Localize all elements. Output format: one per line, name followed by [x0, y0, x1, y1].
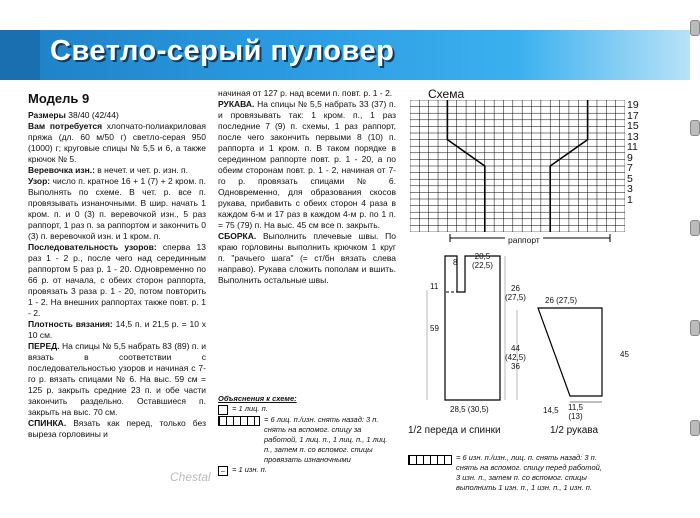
materials-text: хлопчато-полиакриловая пряжа (дл. 60 м/50 г) светло-серая 950 (1000) г; круговые спицы № 5,5 и 6, а также крючок № 5. — [28, 121, 206, 164]
materials-label: Вам потребуется — [28, 121, 103, 131]
left-column — [28, 93, 206, 440]
back-text: Вязать как перед, только без выреза горловины и — [28, 418, 206, 439]
dim-height: 59 — [430, 324, 439, 333]
legend-title: Объяснения к схеме: — [218, 394, 297, 403]
row-number: 9 — [627, 151, 633, 164]
pattern-text: число п. кратное 16 + 1 (7) + 2 кром. п. Выполнять по схеме. В чет. р. все п. провязывать изнаночными. В шир. начать 1 кром. п. и 0 (3) п. веревочкой изн., 5 раз раппорт, 1 раз п. за раппортом и закончить 0 (3) п. веревочкой изн. и 1 кром. п. — [28, 176, 206, 241]
cable-purl-symbol-icon — [408, 455, 452, 465]
row-number: 19 — [627, 99, 639, 111]
pattern-label: Узор: — [28, 176, 51, 186]
row-number: 3 — [627, 183, 633, 195]
binder-rings — [688, 0, 700, 518]
watermark: Chestal — [170, 470, 211, 484]
legend-item: = 6 лиц. п./изн. снять назад: 3 п. снять на вспомог. спицу за работой, 1 лиц. п., 1 лиц. п., 1 лиц. п., затем п. со вспомог. спицы провязать изнаночными — [264, 415, 388, 464]
caption-sleeve: 1/2 рукава — [550, 425, 599, 436]
purl-symbol-icon: – — [218, 466, 228, 476]
front-label: ПЕРЕД. — [28, 341, 60, 351]
sizes-label: Размеры — [28, 110, 66, 120]
dim-top-left: 11 — [430, 282, 439, 291]
cable-symbol-icon — [218, 416, 260, 426]
sequence-label: Последовательность узоров: — [28, 242, 157, 252]
row-number: 15 — [627, 120, 639, 132]
cord-label: Веревочка изн.: — [28, 165, 95, 175]
row-number: 11 — [627, 141, 638, 153]
rapport-label: раппорт — [505, 235, 543, 245]
dim-shoulder: 20,5 (22,5) — [472, 252, 493, 270]
legend-item: = 1 изн. п. — [232, 465, 267, 474]
assembly-label: СБОРКА. — [218, 231, 257, 241]
row-number: 5 — [627, 172, 633, 185]
cable-legend — [408, 453, 608, 493]
caption-front: 1/2 переда и спинки — [408, 425, 501, 436]
model-number: Модель 9 — [28, 91, 90, 106]
page-title: Светло-серый пуловер — [50, 35, 395, 67]
middle-column — [218, 88, 396, 286]
row-numbers — [627, 100, 639, 205]
knit-symbol-icon — [218, 405, 228, 415]
schema-legend — [218, 394, 396, 476]
back-label: СПИНКА. — [28, 418, 67, 428]
row-number: 1 — [627, 193, 633, 206]
row-number: 7 — [627, 162, 633, 174]
density-label: Плотность вязания: — [28, 319, 113, 329]
front-pattern-piece — [405, 250, 535, 420]
dim-sleeve-bottom-b: 11,5 (13) — [568, 403, 583, 421]
legend-item: = 1 лиц. п. — [232, 404, 268, 413]
dim-right-top: 26 (27,5) — [505, 284, 526, 302]
dim-mid: 44 (42,5) 36 — [505, 344, 526, 371]
dim-sleeve-top: 26 (27,5) — [545, 296, 578, 305]
cable-legend-text: = 6 изн. п./изн., лиц. п. снять назад: 3 п. снять на вспомог. спицу перед работой, 3 изн. п., затем п. со вспомог. спицы выполнить 1 изн. п., 1 изн. п., 1 изн. п. — [456, 453, 602, 492]
row-number: 13 — [627, 130, 639, 143]
dim-sleeve-bottom-a: 14,5 — [543, 406, 559, 415]
cord-text: в нечет. и чет. р. изн. п. — [94, 165, 188, 175]
dim-neck: 8 — [453, 258, 458, 267]
chart-grid — [410, 100, 625, 232]
stitch-chart — [410, 100, 625, 237]
dim-sleeve-height: 45 — [620, 350, 629, 359]
assembly-text: Выполнить плечевые швы. По краю горловины выполнить крючком 1 круг п. "рачьего шага" (= ст/бн вязать слева направо). Рукава сложить пополам и вшить. Выполнить остальные швы. — [218, 231, 396, 285]
back-continuation: начиная от 127 р. над всеми п. повт. р. 1 - 2. — [218, 88, 393, 98]
sleeves-text: На спицы № 5,5 набрать 33 (37) п. и провязывать так: 1 кром. п., 1 раз последние 7 (9) п. схемы, 1 раз раппорт, после чего закончить первыми 8 (10) п. раппорта и 1 кром. п. В таком порядке в серединном раппорте повт. р. 1 - 20, а по обеим сторонам повт. р. 1 - 2, начиная от 7-го р. провязать спицами № 6. Одновременно, для образования скосов рукава, прибавить с обеих сторон 4 раза в каждом 6-м и 17 раз в каждом 4-м р. по 1 п. = 75 (79) п. На выс. 45 см все п. закрыть. — [218, 99, 396, 230]
front-text: На спицы № 5,5 набрать 83 (89) п. и вязать в соответствии с последовательностью узоров и начиная с 7-го р. вязать спицами № 6. На выс. 59 см = 125 р. закрыть средние 23 п. и обе части закончить раздельно. Оставшиеся п. закрыть на выс. 70 см. — [28, 341, 206, 417]
dim-bottom: 28,5 (30,5) — [450, 405, 489, 414]
density-text: 14,5 п. и 21,5 р. = 10 х 10 см. — [28, 319, 207, 340]
schema-title: Схема — [428, 87, 465, 101]
sleeves-label: РУКАВА. — [218, 99, 255, 109]
sizes-value: 38/40 (42/44) — [68, 110, 119, 120]
row-number: 17 — [627, 109, 639, 122]
sequence-text: сперва 13 раз 1 - 2 р., после чего над серединным раппортом 5 раз р. 1 - 20. Одновременно по 66 р. от начала, с обеих сторон раппорта, провязать 3 раза р. 1 - 20, потом повторить 1 - 2. На внешних раппортах также повт. р. 1 - 2. — [28, 242, 206, 318]
